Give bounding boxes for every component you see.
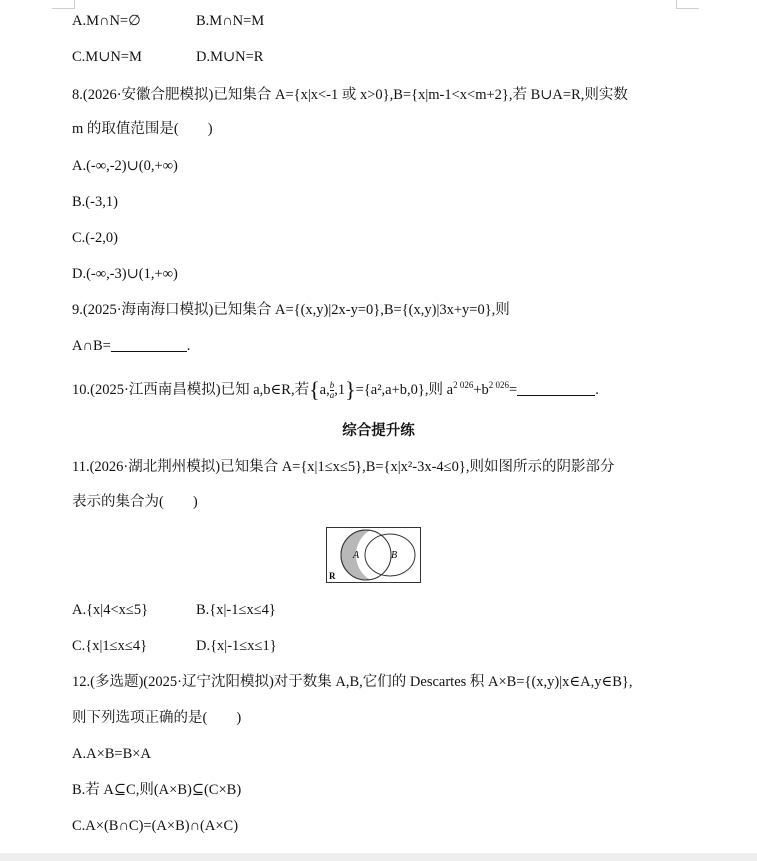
q10-set-end: ,1	[334, 381, 346, 398]
q12-option-b: B.若 A⊆C,则(A×B)⊆(C×B)	[72, 782, 242, 798]
q9-answer-suffix: .	[186, 338, 191, 354]
q10-set-a: a,	[319, 381, 330, 398]
q12-option-c: C.A×(B∩C)=(A×B)∩(A×C)	[72, 818, 239, 834]
q9-answer-prefix: A∩B=	[72, 338, 111, 354]
venn-label-a: A	[353, 550, 360, 561]
q10-exponent-1: 2 026	[453, 380, 474, 390]
section-title: 综合提升练	[342, 423, 415, 439]
q8-stem-line2: m 的取值范围是( )	[72, 121, 213, 137]
q10-left-brace: {	[309, 376, 320, 402]
q11-stem-line2: 表示的集合为( )	[72, 494, 198, 510]
q10-answer-blank[interactable]	[517, 381, 595, 396]
q10-fraction-denominator: a	[329, 390, 335, 400]
q10-exponent-2: 2 026	[488, 380, 510, 390]
q11-option-d: D.{x|-1≤x≤1}	[196, 638, 277, 654]
q11-option-c: C.{x|1≤x≤4}	[72, 638, 148, 654]
q9-stem-line2	[72, 336, 190, 356]
q10-plus: +b	[473, 381, 489, 398]
q7-option-d: D.M∪N=R	[196, 49, 264, 65]
q8-stem-line1: 8.(2026·安徽合肥模拟)已知集合 A={x|x<-1 或 x>0},B={x|m-1<x<m+2},若 B∪A=R,则实数	[72, 87, 628, 103]
q9-stem-line1: 9.(2025·海南海口模拟)已知集合 A={(x,y)|2x-y=0},B={(x,y)|3x+y=0},则	[72, 302, 510, 318]
q8-option-d: D.(-∞,-3)∪(1,+∞)	[72, 266, 178, 282]
q7-option-c: C.M∪N=M	[72, 49, 142, 65]
q10-fraction-numerator: b	[329, 380, 335, 390]
q11-option-a: A.{x|4<x≤5}	[72, 602, 149, 618]
q10-mid: ={a²,a+b,0},则 a	[355, 381, 454, 398]
q8-option-b: B.(-3,1)	[72, 194, 118, 210]
q12-stem-line1: 12.(多选题)(2025·辽宁沈阳模拟)对于数集 A,B,它们的 Descartes 积 A×B={(x,y)|x∈A,y∈B},	[72, 674, 633, 690]
q8-option-a: A.(-∞,-2)∪(0,+∞)	[72, 158, 178, 174]
q10-right-brace: }	[345, 376, 356, 402]
q9-answer-blank[interactable]	[111, 337, 187, 352]
q7-option-a: A.M∩N=∅	[72, 13, 141, 29]
q11-venn-diagram	[326, 527, 421, 583]
page-corner-mark-right	[676, 0, 699, 9]
q7-option-b: B.M∩N=M	[196, 13, 265, 29]
venn-label-universe: R	[329, 571, 336, 581]
q10-prefix: 10.(2025·江西南昌模拟)已知 a,b∈R,若	[72, 381, 310, 398]
venn-label-b: B	[391, 550, 398, 561]
q12-stem-line2: 则下列选项正确的是( )	[72, 710, 242, 726]
q10-stem	[72, 375, 599, 400]
page-corner-mark-left	[52, 0, 75, 9]
q10-eq: =	[509, 381, 518, 398]
q8-option-c: C.(-2,0)	[72, 230, 118, 246]
q11-option-b: B.{x|-1≤x≤4}	[196, 602, 276, 618]
q11-stem-line1: 11.(2026·湖北荆州模拟)已知集合 A={x|1≤x≤5},B={x|x²-3x-4≤0},则如图所示的阴影部分	[72, 459, 615, 475]
q10-end: .	[595, 381, 599, 398]
q12-option-a: A.A×B=B×A	[72, 746, 151, 762]
page-bottom-edge	[0, 853, 757, 861]
